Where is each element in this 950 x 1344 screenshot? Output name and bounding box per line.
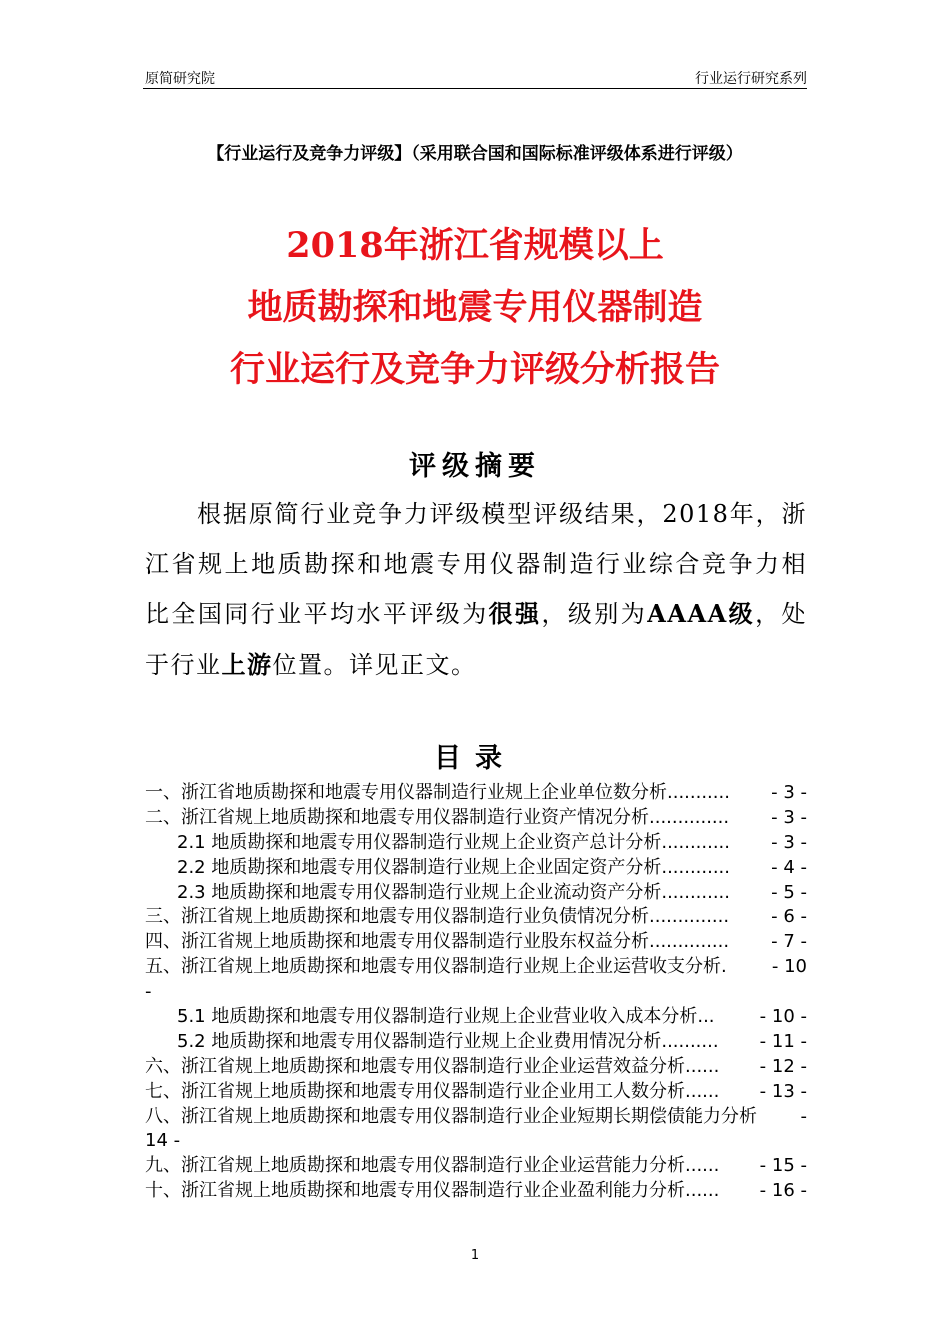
toc-entry[interactable] — [145, 1105, 807, 1130]
toc-entry-title: 七、浙江省规上地质勘探和地震专用仪器制造行业企业用工人数分析...... — [145, 1080, 720, 1102]
toc-entry-title: 2.1 地质勘探和地震专用仪器制造行业规上企业资产总计分析............ — [177, 831, 731, 853]
table-of-contents — [145, 781, 807, 1204]
toc-entry-page: - 3 - — [771, 782, 807, 803]
toc-entry-title: 14 - — [145, 1130, 181, 1152]
toc-entry[interactable] — [145, 930, 807, 955]
toc-entry-page: - 6 - — [771, 906, 807, 928]
toc-entry-title: 5.1 地质勘探和地震专用仪器制造行业规上企业营业收入成本分析... — [177, 1006, 715, 1028]
toc-entry[interactable] — [145, 1030, 807, 1055]
toc-entry[interactable] — [145, 1154, 807, 1179]
header-right: 行业运行研究系列 — [695, 71, 807, 87]
toc-entry-title: 二、浙江省规上地质勘探和地震专用仪器制造行业资产情况分析.............. — [145, 806, 730, 828]
rating-position: 上游 — [221, 649, 273, 679]
toc-entry[interactable] — [145, 1179, 807, 1204]
toc-entry-page: - 10 — [771, 956, 807, 978]
toc-heading: 目录 — [434, 743, 516, 774]
summary-text: ，级别为 — [541, 600, 648, 628]
toc-entry[interactable] — [145, 881, 807, 906]
toc-entry[interactable] — [145, 831, 807, 856]
toc-entry[interactable] — [145, 1129, 807, 1154]
header-left: 原简研究院 — [145, 71, 215, 87]
toc-entry-title: 5.2 地质勘探和地震专用仪器制造行业规上企业费用情况分析.......... — [177, 1030, 719, 1052]
toc-entry[interactable] — [145, 980, 807, 1005]
toc-entry-page: - 10 - — [759, 1006, 807, 1028]
toc-entry[interactable] — [145, 856, 807, 881]
header-divider — [143, 88, 807, 89]
summary-text: 根据原简行业竞争力评级模型评级结果，2018年，浙江省规上地质勘探和地震专用仪器制造行业综合竞争力相比全国同行业平均水平评级为 — [145, 500, 807, 628]
toc-entry[interactable] — [145, 806, 807, 831]
toc-entry-title: 一、浙江省地质勘探和地震专用仪器制造行业规上企业单位数分析........... — [145, 782, 730, 803]
toc-entry-title: 九、浙江省规上地质勘探和地震专用仪器制造行业企业运营能力分析...... — [145, 1155, 720, 1177]
title-line-2: 地质勘探和地震专用仪器制造 — [247, 287, 703, 328]
toc-entry-page: - 3 - — [771, 831, 807, 853]
page-number: 1 — [470, 1248, 480, 1263]
toc-entry-title: 2.3 地质勘探和地震专用仪器制造行业规上企业流动资产分析............ — [177, 881, 731, 903]
toc-entry-title: 五、浙江省规上地质勘探和地震专用仪器制造行业规上企业运营收支分析. — [145, 956, 727, 978]
toc-entry-title: - — [145, 981, 152, 1003]
report-subtitle: 【行业运行及竞争力评级】（采用联合国和国际标准评级体系进行评级） — [207, 144, 743, 164]
toc-entry-title: 四、浙江省规上地质勘探和地震专用仪器制造行业股东权益分析.............. — [145, 931, 730, 953]
summary-heading: 评级摘要 — [409, 451, 541, 482]
toc-entry-title: 十、浙江省规上地质勘探和地震专用仪器制造行业企业盈利能力分析...... — [145, 1180, 720, 1202]
toc-entry-title: 六、浙江省规上地质勘探和地震专用仪器制造行业企业运营效益分析...... — [145, 1055, 720, 1077]
toc-entry-page: - 15 - — [759, 1155, 807, 1177]
toc-entry-title: 三、浙江省规上地质勘探和地震专用仪器制造行业负债情况分析.............. — [145, 906, 730, 928]
toc-entry-page: - 13 - — [759, 1080, 807, 1102]
toc-entry[interactable] — [145, 1055, 807, 1080]
toc-entry-page: - 16 - — [759, 1180, 807, 1202]
toc-entry[interactable] — [145, 781, 807, 806]
toc-entry[interactable] — [145, 905, 807, 930]
summary-text: ，处于行业 — [145, 600, 808, 679]
toc-entry-page: - 5 - — [771, 881, 807, 903]
summary-text: 位置。详见正文。 — [272, 650, 477, 679]
summary-paragraph — [145, 490, 807, 690]
toc-entry-page: - 7 - — [771, 931, 807, 953]
toc-entry-title: 2.2 地质勘探和地震专用仪器制造行业规上企业固定资产分析............ — [177, 856, 731, 878]
title-line-1: 2018年浙江省规模以上 — [286, 225, 664, 266]
rating-strength: 很强 — [488, 599, 542, 628]
toc-entry-page: - 4 - — [771, 856, 807, 878]
title-line-3: 行业运行及竞争力评级分析报告 — [229, 349, 720, 390]
rating-level: AAAA级 — [647, 599, 756, 628]
toc-entry-title: 八、浙江省规上地质勘探和地震专用仪器制造行业企业短期长期偿债能力分析 — [145, 1105, 757, 1127]
toc-entry[interactable] — [145, 955, 807, 980]
toc-entry[interactable] — [145, 1005, 807, 1030]
toc-entry-page: - 12 - — [759, 1055, 807, 1077]
toc-entry-page: - 11 - — [759, 1030, 807, 1052]
toc-entry-page: - — [800, 1105, 807, 1127]
toc-entry-page: - 3 - — [771, 806, 807, 828]
toc-entry[interactable] — [145, 1080, 807, 1105]
